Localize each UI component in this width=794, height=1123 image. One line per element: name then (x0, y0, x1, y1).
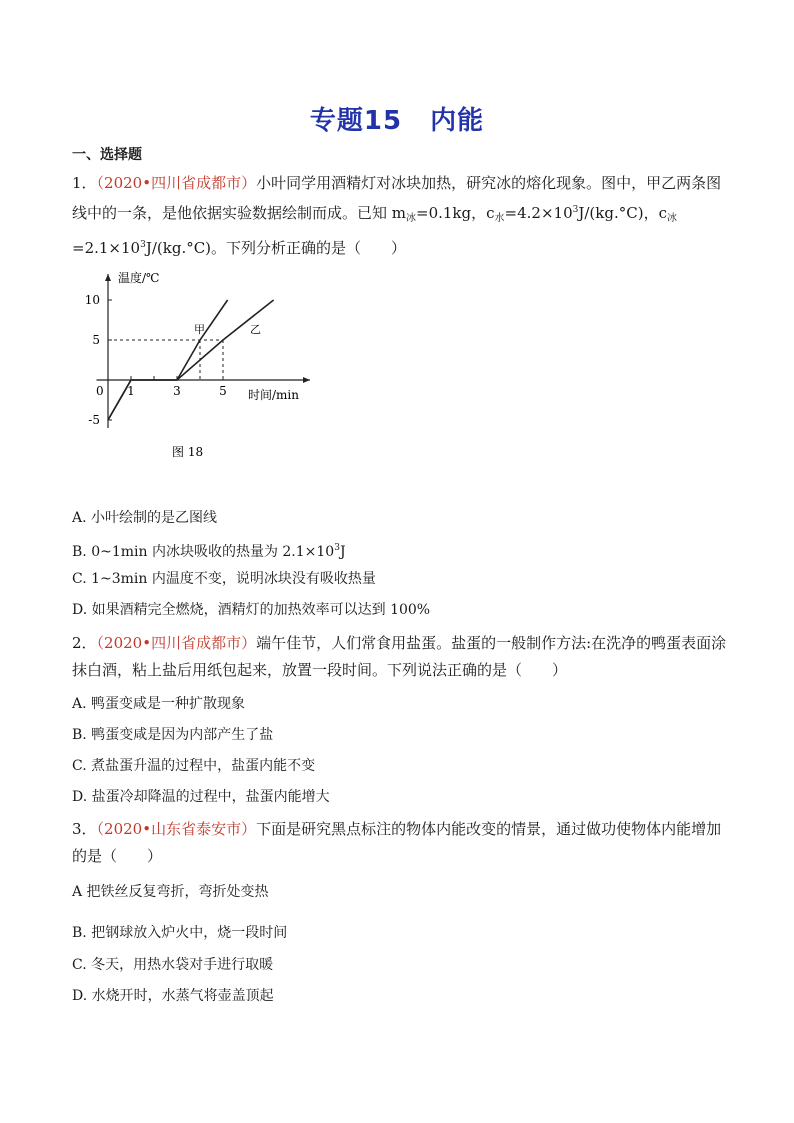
q3-number: 3． (72, 820, 97, 838)
temperature-time-graph (70, 262, 330, 472)
q2-option-c: C. 煮盐蛋升温的过程中，盐蛋内能不变 (72, 758, 316, 774)
q1-option-b-sup: 3 (334, 543, 340, 553)
q1-option-b-text: B. 0~1min 内冰块吸收的热量为 2.1×10 (72, 544, 335, 560)
q1-sup-b: 3 (140, 240, 146, 250)
q3-option-a: A 把铁丝反复弯折，弯折处变热 (72, 884, 269, 900)
q1-text-e: =2.1×10 (72, 239, 141, 257)
x-tick-label: 3 (173, 384, 181, 398)
q2-option-b: B. 鸭蛋变咸是因为内部产生了盐 (72, 727, 274, 743)
q1-sub-water: 水 (494, 213, 505, 224)
q1-option-d: D. 如果酒精完全燃烧，酒精灯的加热效率可以达到 100% (72, 602, 431, 618)
series-yi-line (108, 300, 274, 420)
q1-option-a: A. 小叶绘制的是乙图线 (72, 510, 218, 526)
q3-text: 下面是研究黑点标注的物体内能改变的情景，通过做功使物体内能增加的是（ ） (72, 820, 722, 865)
q2-source: （2020•四川省成都市） (96, 634, 257, 652)
y-tick-label: 5 (92, 333, 100, 347)
chart-series (108, 300, 274, 420)
q2-option-a: A. 鸭蛋变咸是一种扩散现象 (72, 696, 246, 712)
section-heading: 一、选择题 (72, 147, 142, 163)
series-label-yi: 乙 (250, 323, 261, 336)
q1-sup-a: 3 (572, 205, 579, 215)
q3-source: （2020•山东省泰安市） (96, 820, 257, 838)
x-axis-label: 时间/min (248, 388, 299, 402)
q2-number: 2． (72, 634, 97, 652)
q1-number: 1． (72, 174, 97, 192)
q1-option-b (72, 538, 346, 562)
page-title (0, 100, 794, 137)
q1-sub-ice2: 冰 (666, 213, 677, 224)
title-main: 专题15 (309, 106, 403, 136)
series-label-jia: 甲 (194, 323, 205, 336)
y-axis-label: 温度/℃ (118, 271, 160, 285)
question-1 (72, 170, 732, 262)
y-axis-arrow (105, 274, 111, 281)
q1-text-c: =4.2×10 (504, 204, 573, 222)
q2-option-d: D. 盐蛋冷却降温的过程中，盐蛋内能增大 (72, 789, 330, 805)
q1-option-b-tail: J (339, 544, 346, 560)
q1-text-f: J/(kg.°C)。下列分析正确的是（ ） (145, 239, 407, 257)
q3-option-c: C. 冬天，用热水袋对手进行取暖 (72, 957, 274, 973)
q1-sub-ice: 冰 (406, 213, 416, 224)
title-sub: 内能 (430, 106, 485, 136)
q3-option-d: D. 水烧开时，水蒸气将壶盖顶起 (72, 988, 274, 1004)
q1-text-b: =0.1kg，c (416, 204, 495, 222)
series-jia-line (108, 300, 228, 420)
chart-axes (97, 274, 311, 428)
q1-text-a: 小叶同学用酒精灯对冰块加热，研究冰的熔化现象。图中，甲乙两条图线中的一条，是他依据实验数据绘制而成。已知 m (72, 174, 722, 222)
question-2 (72, 630, 732, 684)
x-axis-arrow (303, 377, 310, 383)
q1-source: （2020•四川省成都市） (96, 174, 257, 192)
q1-text-d: J/(kg.°C)，c (578, 204, 667, 222)
figure-caption: 图 18 (172, 445, 204, 459)
q1-option-c: C. 1~3min 内温度不变，说明冰块没有吸收热量 (72, 571, 376, 587)
y-tick-label: -5 (88, 413, 100, 427)
question-3 (72, 816, 732, 870)
q2-text: 端午佳节，人们常食用盐蛋。盐蛋的一般制作方法:在洗净的鸭蛋表面涂抹白酒，粘上盐后用纸包起来，放置一段时间。下列说法正确的是（ ） (72, 634, 727, 679)
x-tick-label: 1 (127, 384, 135, 398)
chart-ticks (85, 293, 227, 427)
x-tick-label: 5 (219, 384, 227, 398)
q3-option-b: B. 把钢球放入炉火中，烧一段时间 (72, 925, 288, 941)
y-tick-label: 10 (84, 293, 100, 307)
origin-label: 0 (96, 384, 104, 398)
